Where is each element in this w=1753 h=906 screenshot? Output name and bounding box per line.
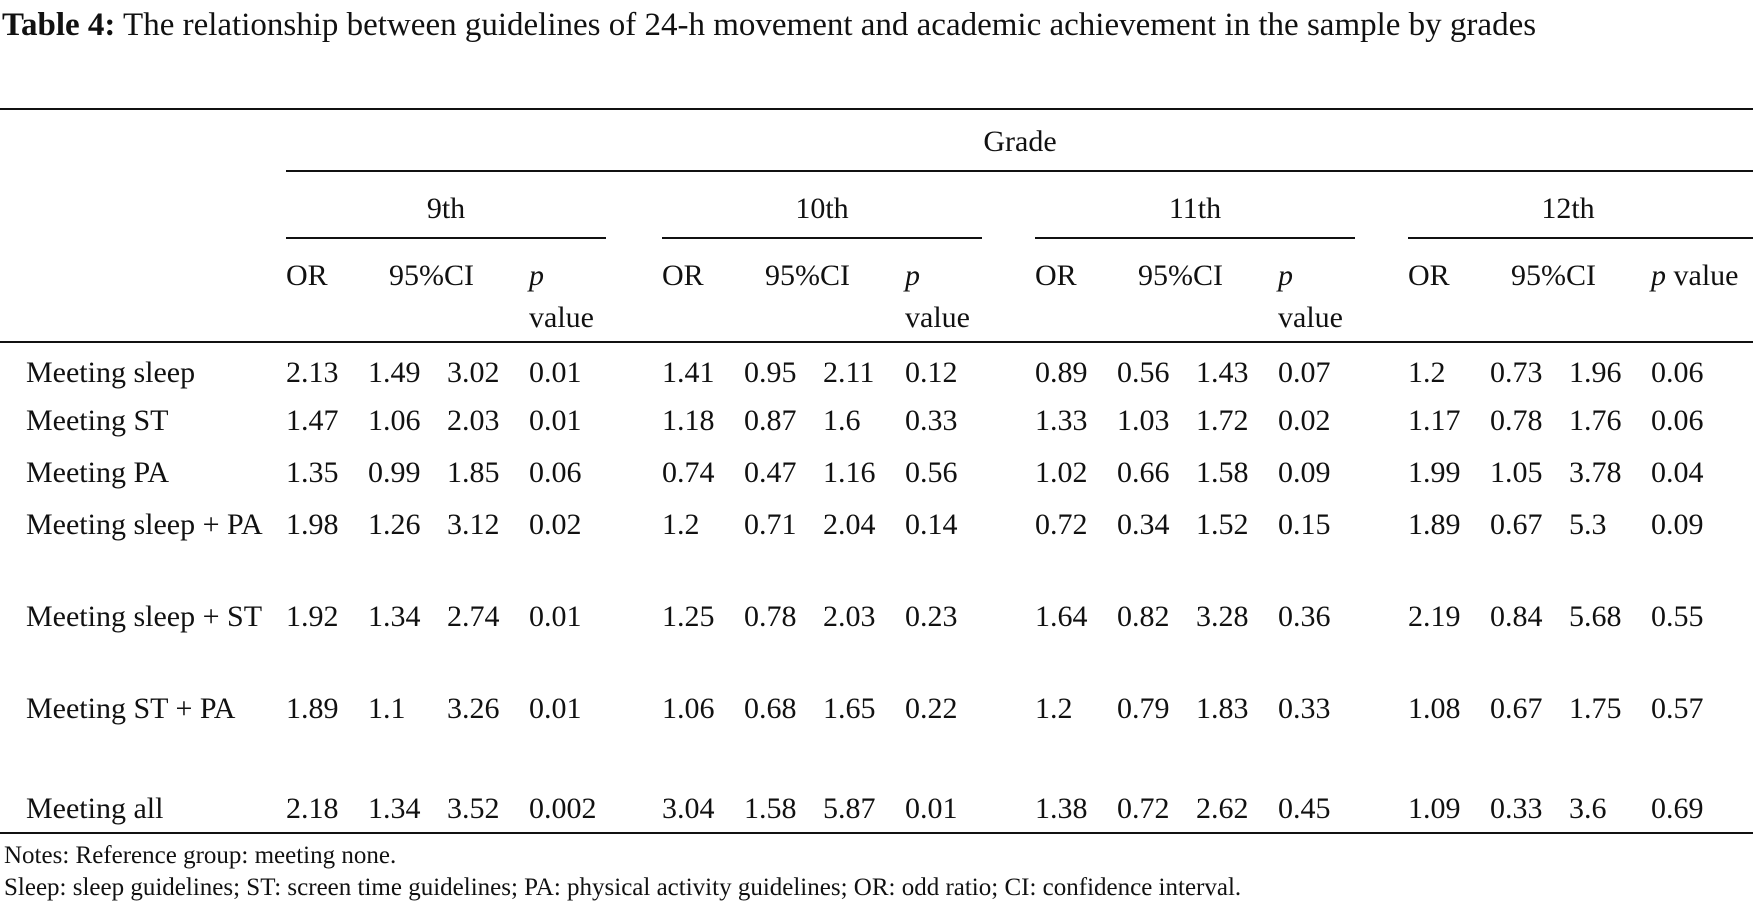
table-cell: 1.16 — [823, 456, 876, 489]
table-cell: 0.01 — [529, 356, 582, 389]
notes-line-2: Sleep: sleep guidelines; ST: screen time guidelines; PA: physical activity guidelines; OR: odd ratio; CI: confidence interval. — [4, 874, 1242, 901]
table-cell: 1.92 — [286, 600, 339, 633]
table-cell: 0.47 — [744, 456, 797, 489]
table-cell: 5.87 — [823, 792, 876, 825]
subheader-ci: 95%CI — [1138, 259, 1223, 292]
table-cell: 0.01 — [905, 792, 958, 825]
table-cell: 2.04 — [823, 508, 876, 541]
table-cell: 1.35 — [286, 456, 339, 489]
table-cell: 1.2 — [662, 508, 700, 541]
table-cell: 1.18 — [662, 404, 715, 437]
table-cell: 0.72 — [1035, 508, 1088, 541]
grade-rule — [286, 170, 1753, 172]
table-cell: 0.002 — [529, 792, 597, 825]
row-label: Meeting PA — [26, 456, 170, 489]
table-cell: 1.75 — [1569, 692, 1622, 725]
table-cell: 1.89 — [286, 692, 339, 725]
table-cell: 3.12 — [447, 508, 500, 541]
table-cell: 0.95 — [744, 356, 797, 389]
table-cell: 1.6 — [823, 404, 861, 437]
row-label: Meeting sleep + ST — [26, 600, 263, 633]
table-cell: 0.68 — [744, 692, 797, 725]
table-cell: 0.74 — [662, 456, 715, 489]
table-cell: 0.78 — [744, 600, 797, 633]
table-cell: 0.04 — [1651, 456, 1704, 489]
table-cell: 3.78 — [1569, 456, 1622, 489]
table-cell: 0.06 — [529, 456, 582, 489]
table-cell: 0.01 — [529, 600, 582, 633]
table-cell: 1.33 — [1035, 404, 1088, 437]
subheader-or: OR — [662, 259, 704, 292]
table-cell: 5.68 — [1569, 600, 1622, 633]
table-cell: 0.22 — [905, 692, 958, 725]
group-header-9th: 9th — [426, 192, 466, 225]
table-cell: 0.78 — [1490, 404, 1543, 437]
table-cell: 1.2 — [1035, 692, 1073, 725]
subheader-p-value — [905, 255, 970, 339]
table-cell: 1.25 — [662, 600, 715, 633]
table-cell: 0.57 — [1651, 692, 1704, 725]
table-cell: 0.23 — [905, 600, 958, 633]
table-cell: 0.34 — [1117, 508, 1170, 541]
table-cell: 0.06 — [1651, 404, 1704, 437]
p-label: p — [1651, 259, 1666, 292]
table-cell: 0.33 — [905, 404, 958, 437]
header-bottom-rule — [0, 341, 1753, 343]
table-cell: 0.82 — [1117, 600, 1170, 633]
subheader-or: OR — [1408, 259, 1450, 292]
subheader-p-value — [1278, 255, 1343, 339]
table-cell: 0.06 — [1651, 356, 1704, 389]
table-cell: 1.02 — [1035, 456, 1088, 489]
table-cell: 0.55 — [1651, 600, 1704, 633]
table-cell: 0.67 — [1490, 692, 1543, 725]
table-cell: 0.69 — [1651, 792, 1704, 825]
group-rule-12th — [1408, 237, 1753, 239]
table-cell: 1.2 — [1408, 356, 1446, 389]
table-cell: 1.49 — [368, 356, 421, 389]
notes-line-1: Notes: Reference group: meeting none. — [4, 842, 397, 869]
table-cell: 2.03 — [823, 600, 876, 633]
table-cell: 0.01 — [529, 692, 582, 725]
group-rule-11th — [1035, 237, 1355, 239]
table-cell: 1.89 — [1408, 508, 1461, 541]
table-cell: 0.14 — [905, 508, 958, 541]
table-cell: 0.07 — [1278, 356, 1331, 389]
table-cell: 1.52 — [1196, 508, 1249, 541]
subheader-ci: 95%CI — [1511, 259, 1596, 292]
table-cell: 0.33 — [1490, 792, 1543, 825]
group-rule-10th — [662, 237, 982, 239]
table-cell: 0.79 — [1117, 692, 1170, 725]
table-cell: 1.06 — [662, 692, 715, 725]
table-cell: 1.58 — [744, 792, 797, 825]
table-cell: 1.98 — [286, 508, 339, 541]
table-cell: 0.99 — [368, 456, 421, 489]
table-cell: 1.65 — [823, 692, 876, 725]
table-cell: 1.99 — [1408, 456, 1461, 489]
table-cell: 0.56 — [1117, 356, 1170, 389]
table-cell: 1.03 — [1117, 404, 1170, 437]
table-cell: 3.6 — [1569, 792, 1607, 825]
table-cell: 2.62 — [1196, 792, 1249, 825]
table-cell: 0.67 — [1490, 508, 1543, 541]
table-cell: 1.76 — [1569, 404, 1622, 437]
table-cell: 3.02 — [447, 356, 500, 389]
table-cell: 0.84 — [1490, 600, 1543, 633]
table-cell: 0.33 — [1278, 692, 1331, 725]
table-cell: 5.3 — [1569, 508, 1607, 541]
table-cell: 0.73 — [1490, 356, 1543, 389]
table-cell: 0.56 — [905, 456, 958, 489]
table-cell: 1.1 — [368, 692, 406, 725]
table-cell: 1.17 — [1408, 404, 1461, 437]
table-cell: 0.02 — [529, 508, 582, 541]
table-cell: 1.83 — [1196, 692, 1249, 725]
subheader-p-value — [1651, 255, 1738, 297]
table-cell: 1.06 — [368, 404, 421, 437]
table-cell: 0.02 — [1278, 404, 1331, 437]
top-rule — [0, 108, 1753, 110]
table-cell: 1.34 — [368, 600, 421, 633]
table-cell: 1.96 — [1569, 356, 1622, 389]
table-cell: 1.64 — [1035, 600, 1088, 633]
value-label: value — [1673, 259, 1739, 292]
table-cell: 0.36 — [1278, 600, 1331, 633]
table-cell: 2.74 — [447, 600, 500, 633]
table-cell: 3.04 — [662, 792, 715, 825]
subheader-p-value — [529, 255, 594, 339]
row-label: Meeting ST — [26, 404, 169, 437]
grade-header: Grade — [983, 125, 1057, 158]
caption-text: The relationship between guidelines of 24-h movement and academic achievement in the sample by grades — [123, 7, 1537, 43]
table-cell: 1.41 — [662, 356, 715, 389]
p-label: p — [529, 259, 544, 292]
table-cell: 0.01 — [529, 404, 582, 437]
group-rule-9th — [286, 237, 606, 239]
table-cell: 1.34 — [368, 792, 421, 825]
table-cell: 2.18 — [286, 792, 339, 825]
table-cell: 1.05 — [1490, 456, 1543, 489]
table-cell: 1.72 — [1196, 404, 1249, 437]
subheader-or: OR — [286, 259, 328, 292]
caption-label: Table 4: — [2, 7, 116, 43]
table-cell: 0.45 — [1278, 792, 1331, 825]
table-cell: 1.47 — [286, 404, 339, 437]
table-cell: 0.15 — [1278, 508, 1331, 541]
table-cell: 0.89 — [1035, 356, 1088, 389]
table-cell: 2.11 — [823, 356, 875, 389]
value-label: value — [1278, 301, 1343, 334]
row-label: Meeting sleep — [26, 356, 196, 389]
table-cell: 3.52 — [447, 792, 500, 825]
table-cell: 0.71 — [744, 508, 797, 541]
table-cell: 1.85 — [447, 456, 500, 489]
table-cell: 0.12 — [905, 356, 958, 389]
table-cell: 0.87 — [744, 404, 797, 437]
table-cell: 1.26 — [368, 508, 421, 541]
table-cell: 3.26 — [447, 692, 500, 725]
table-cell: 1.38 — [1035, 792, 1088, 825]
p-label: p — [905, 259, 920, 292]
table-cell: 1.43 — [1196, 356, 1249, 389]
table-cell: 0.66 — [1117, 456, 1170, 489]
value-label: value — [905, 301, 970, 334]
table-cell: 0.09 — [1278, 456, 1331, 489]
row-label: Meeting sleep + PA — [26, 508, 263, 541]
table-cell: 0.72 — [1117, 792, 1170, 825]
table-cell: 1.08 — [1408, 692, 1461, 725]
table-cell: 1.58 — [1196, 456, 1249, 489]
group-header-11th: 11th — [1168, 192, 1222, 225]
row-label: Meeting all — [26, 792, 164, 825]
value-label: value — [529, 301, 594, 334]
table-cell: 3.28 — [1196, 600, 1249, 633]
table-cell: 2.13 — [286, 356, 339, 389]
row-label: Meeting ST + PA — [26, 692, 236, 725]
subheader-ci: 95%CI — [765, 259, 850, 292]
subheader-or: OR — [1035, 259, 1077, 292]
table-bottom-rule — [0, 832, 1753, 834]
table-cell: 2.19 — [1408, 600, 1461, 633]
table-caption — [2, 2, 1747, 49]
subheader-ci: 95%CI — [389, 259, 474, 292]
group-header-10th: 10th — [795, 192, 849, 225]
table-cell: 2.03 — [447, 404, 500, 437]
table-cell: 1.09 — [1408, 792, 1461, 825]
table-cell: 0.09 — [1651, 508, 1704, 541]
group-header-12th: 12th — [1541, 192, 1595, 225]
p-label: p — [1278, 259, 1293, 292]
